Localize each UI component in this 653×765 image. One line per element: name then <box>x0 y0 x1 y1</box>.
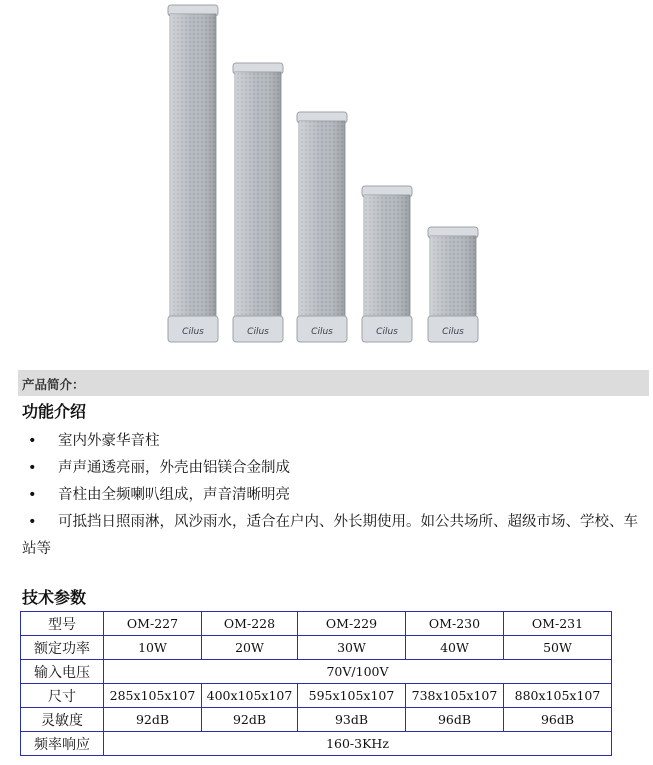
table-row <box>21 732 612 756</box>
table-cell: 400x105x107 <box>202 684 298 708</box>
bullet-icon: • <box>28 460 37 476</box>
bullet-icon: • <box>28 433 37 449</box>
section-header-bar <box>18 370 649 396</box>
table-cell: 880x105x107 <box>504 684 612 708</box>
feature-text: 音柱由全频喇叭组成，声音清晰明亮 <box>58 487 290 503</box>
speaker-om-228 <box>233 63 283 342</box>
table-cell: OM-230 <box>406 612 504 636</box>
feature-item <box>22 482 642 509</box>
feature-item <box>22 509 642 563</box>
table-cell: 96dB <box>504 708 612 732</box>
svg-text:Cilus: Cilus <box>247 327 269 337</box>
table-cell: 92dB <box>104 708 202 732</box>
table-row <box>21 612 612 636</box>
table-cell: 10W <box>104 636 202 660</box>
spec-title: 技术参数 <box>22 588 87 607</box>
table-cell: OM-231 <box>504 612 612 636</box>
row-label: 额定功率 <box>21 636 104 660</box>
feature-text: 室内外豪华音柱 <box>58 433 160 449</box>
table-row <box>21 684 612 708</box>
row-label: 频率响应 <box>21 732 104 756</box>
row-label: 输入电压 <box>21 660 104 684</box>
table-cell: OM-228 <box>202 612 298 636</box>
table-cell: 595x105x107 <box>298 684 406 708</box>
table-cell: 92dB <box>202 708 298 732</box>
table-cell: 93dB <box>298 708 406 732</box>
speaker-om-227 <box>168 5 218 342</box>
svg-text:Cilus: Cilus <box>442 327 464 337</box>
bullet-icon: • <box>28 487 37 503</box>
spec-table <box>20 611 612 756</box>
row-label: 型号 <box>21 612 104 636</box>
table-cell: 50W <box>504 636 612 660</box>
product-image <box>160 0 490 350</box>
bullet-icon: • <box>28 514 37 530</box>
table-cell: OM-227 <box>104 612 202 636</box>
table-cell: OM-229 <box>298 612 406 636</box>
speaker-om-229 <box>297 112 347 342</box>
table-cell: 160-3KHz <box>104 732 612 756</box>
table-cell: 30W <box>298 636 406 660</box>
svg-text:Cilus: Cilus <box>376 327 398 337</box>
table-row <box>21 636 612 660</box>
feature-text: 声声通透亮丽，外壳由铝镁合金制成 <box>58 460 290 476</box>
section-header-text: 产品简介： <box>22 377 85 392</box>
svg-text:Cilus: Cilus <box>311 327 333 337</box>
table-cell: 96dB <box>406 708 504 732</box>
table-cell: 738x105x107 <box>406 684 504 708</box>
table-row <box>21 660 612 684</box>
table-row <box>21 708 612 732</box>
feature-list <box>22 428 642 563</box>
row-label: 灵敏度 <box>21 708 104 732</box>
row-label: 尺寸 <box>21 684 104 708</box>
feature-text: 可抵挡日照雨淋，风沙雨水，适合在户内、外长期使用。如公共场所、超级市场、学校、车站等 <box>22 514 638 557</box>
speaker-om-231 <box>428 227 478 342</box>
table-cell: 20W <box>202 636 298 660</box>
table-cell: 40W <box>406 636 504 660</box>
table-cell: 70V/100V <box>104 660 612 684</box>
feature-item <box>22 455 642 482</box>
feature-item <box>22 428 642 455</box>
speaker-om-230 <box>362 186 412 342</box>
svg-text:Cilus: Cilus <box>182 327 204 337</box>
table-cell: 285x105x107 <box>104 684 202 708</box>
function-title: 功能介绍 <box>22 402 87 421</box>
